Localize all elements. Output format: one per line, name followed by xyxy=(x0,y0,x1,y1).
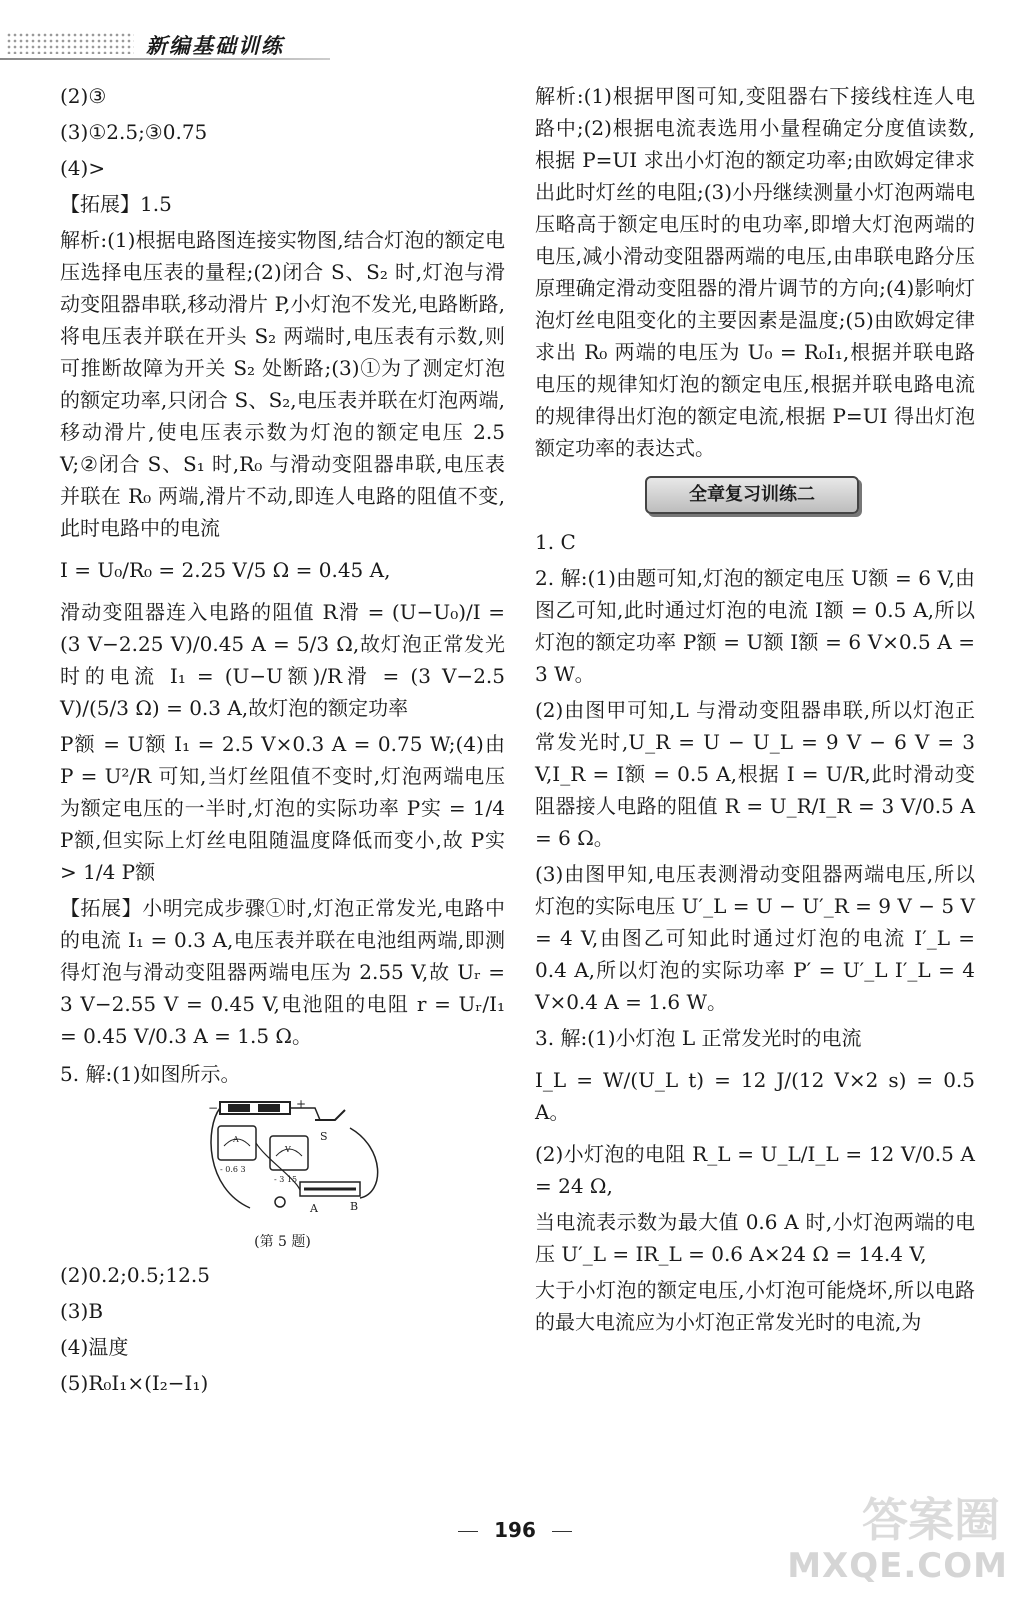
circuit-diagram xyxy=(200,1098,400,1218)
footer-dash-right xyxy=(552,1531,572,1532)
svg-text:A: A xyxy=(310,1202,318,1215)
analysis-q5: 解析:(1)根据甲图可知,变阻器右下接线柱连人电路中;(2)根据电流表选用小量程确定分度值读数,根据 P=UI 求出小灯泡的额定功率;由欧姆定律求出此时灯丝的电阻;(3)小丹继续测量小灯泡两端电压略高于额定电压时的电功率,即增大灯泡两端的电压,减小滑动变阻器两端的电压,由串联电路分压原理确定滑动变阻器的滑片调节的方向;(4)影响灯泡灯丝电阻变化的主要因素是温度;(5)由欧姆定律求出 R₀ 两端的电压为 U₀ = R₀I₁,根据并联电路电压的规律知灯泡的额定电压,根据并联电路电流的规律得出灯泡的额定电流,根据 P=UI 得出灯泡额定功率的表达式。 xyxy=(535,84,975,460)
answer-3: (3)①2.5;③0.75 xyxy=(60,120,208,144)
extension-answer: 【拓展】1.5 xyxy=(60,192,172,216)
question-2-part-1: 2. 解:(1)由题可知,灯泡的额定电压 U额 = 6 V,由图乙可知,此时通过灯泡的电流 I额 = 0.5 A,所以灯泡的额定功率 P额 = U额 I额 = 6 V×0.5 A = 3 W。 xyxy=(535,566,975,686)
rated-power-text: P额 = U额 I₁ = 2.5 V×0.3 A = 0.75 W;(4)由 P = U²/R 可知,当灯丝阻值不变时,灯泡两端电压为额定电压的一半时,灯泡的实际功率 P实 = 1/4 P额,但实际上灯丝电阻随温度降低而变小,故 P实 > 1/4 P额 xyxy=(60,732,505,884)
q5-answer-2: (2)0.2;0.5;12.5 xyxy=(60,1263,210,1288)
q5-answer-4: (4)温度 xyxy=(60,1335,129,1360)
current-formula: I = U₀/R₀ = 2.25 V/5 Ω = 0.45 A, xyxy=(60,558,391,582)
analysis-text: 解析:(1)根据电路图连接实物图,结合灯泡的额定电压选择电压表的量程;(2)闭合 S、S₂ 时,灯泡与滑动变阻器串联,移动滑片 P,小灯泡不发光,电路断路,将电压表并联在开头 S₂ 两端时,电压表有示数,则可推断故障为开关 S₂ 处断路;(3)①为了测定灯泡的额定功率,只闭合 S、S₂,电压表并联在灯泡两端,移动滑片,使电压表示数为灯泡的额定电压 2.5 V;②闭合 S、S₁ 时,R₀ 与滑动变阻器串联,电压表并联在 R₀ 两端,滑片不动,即连人电路的阻值不变,此时电路中的电流 xyxy=(60,228,505,540)
watermark-text: MXQE.COM xyxy=(787,1546,1008,1586)
svg-text:- 0.6 3: - 0.6 3 xyxy=(220,1165,246,1174)
header-rule xyxy=(0,58,330,60)
q5-answer-3: (3)B xyxy=(60,1299,104,1324)
section-banner: 全章复习训练二 xyxy=(645,476,859,514)
left-column xyxy=(60,80,505,1403)
rheostat-resistance-text: 滑动变阻器连入电路的阻值 R滑 = (U−U₀)/I = (3 V−2.25 V)/0.45 A = 5/3 Ω,故灯泡正常发光时的电流 I₁ = (U−U额)/R滑 = (3 V−2.5 V)/(5/3 Ω) = 0.3 A,故灯泡的额定功率 xyxy=(60,600,505,720)
q5-answer-5: (5)R₀I₁×(I₂−I₁) xyxy=(60,1371,209,1396)
answer-2: (2)③ xyxy=(60,84,107,108)
answer-4: (4)> xyxy=(60,156,106,180)
svg-text:+: + xyxy=(296,1098,307,1111)
question-5-heading: 5. 解:(1)如图所示。 xyxy=(60,1062,241,1086)
extension-analysis: 【拓展】小明完成步骤①时,灯泡正常发光,电路中的电流 I₁ = 0.3 A,电压表并联在电池组两端,即测得灯泡与滑动变阻器两端电压为 2.55 V,故 Uᵣ = 3 V−2.55 V = 0.45 V,电池阻的电阻 r = Uᵣ/I₁ = 0.45 V/0.3 A = 1.5 Ω。 xyxy=(60,896,505,1048)
svg-text:−: − xyxy=(208,1101,219,1115)
question-3-part-1: 3. 解:(1)小灯泡 L 正常发光时的电流 xyxy=(535,1026,862,1050)
resistance-formula-3: (2)小灯泡的电阻 R_L = U_L/I_L = 12 V/0.5 A = 24 Ω, xyxy=(535,1142,975,1198)
page-header xyxy=(0,0,1030,70)
watermark-logo-icon: 答案圈 xyxy=(862,1493,1000,1547)
max-current-text: 当电流表示数为最大值 0.6 A 时,小灯泡两端的电压 U′_L = IR_L = 0.6 A×24 Ω = 14.4 V, xyxy=(535,1210,975,1266)
right-column xyxy=(535,80,975,1342)
svg-text:A: A xyxy=(233,1135,239,1144)
question-2-part-2: (2)由图甲可知,L 与滑动变阻器串联,所以灯泡正常发光时,U_R = U − U_L = 9 V − 6 V = 3 V,I_R = I额 = 0.5 A,根据 I = U/R,此时滑动变阻器接人电路的阻值 R = U_R/I_R = 3 V/0.5 A = 6 Ω。 xyxy=(535,698,975,850)
circuit-figure xyxy=(200,1098,400,1227)
figure-caption: (第 5 题) xyxy=(254,1234,311,1250)
book-title: 新编基础训练 xyxy=(146,33,284,58)
conclusion-text: 大于小灯泡的额定电压,小灯泡可能烧坏,所以电路的最大电流应为小灯泡正常发光时的电流,为 xyxy=(535,1278,975,1334)
page-number: 196 xyxy=(494,1518,536,1542)
footer-dash-left xyxy=(458,1531,478,1532)
svg-text:S: S xyxy=(320,1130,328,1143)
svg-text:V: V xyxy=(285,1145,291,1154)
svg-text:- 3 15: - 3 15 xyxy=(274,1175,298,1184)
answer-1: 1. C xyxy=(535,530,576,554)
site-watermark xyxy=(787,1484,1020,1594)
current-formula-3: I_L = W/(U_L t) = 12 J/(12 V×2 s) = 0.5 A。 xyxy=(535,1068,975,1124)
svg-text:B: B xyxy=(350,1200,359,1213)
question-2-part-3: (3)由图甲知,电压表测滑动变阻器两端电压,所以灯泡的实际电压 U′_L = U − U′_R = 9 V − 5 V = 4 V,由图乙可知此时通过灯泡的电流 I′_L = 0.4 A,所以灯泡的实际功率 P′ = U′_L I′_L = 4 V×0.4 A = 1.6 W。 xyxy=(535,862,975,1014)
header-dot-pattern xyxy=(6,32,134,54)
